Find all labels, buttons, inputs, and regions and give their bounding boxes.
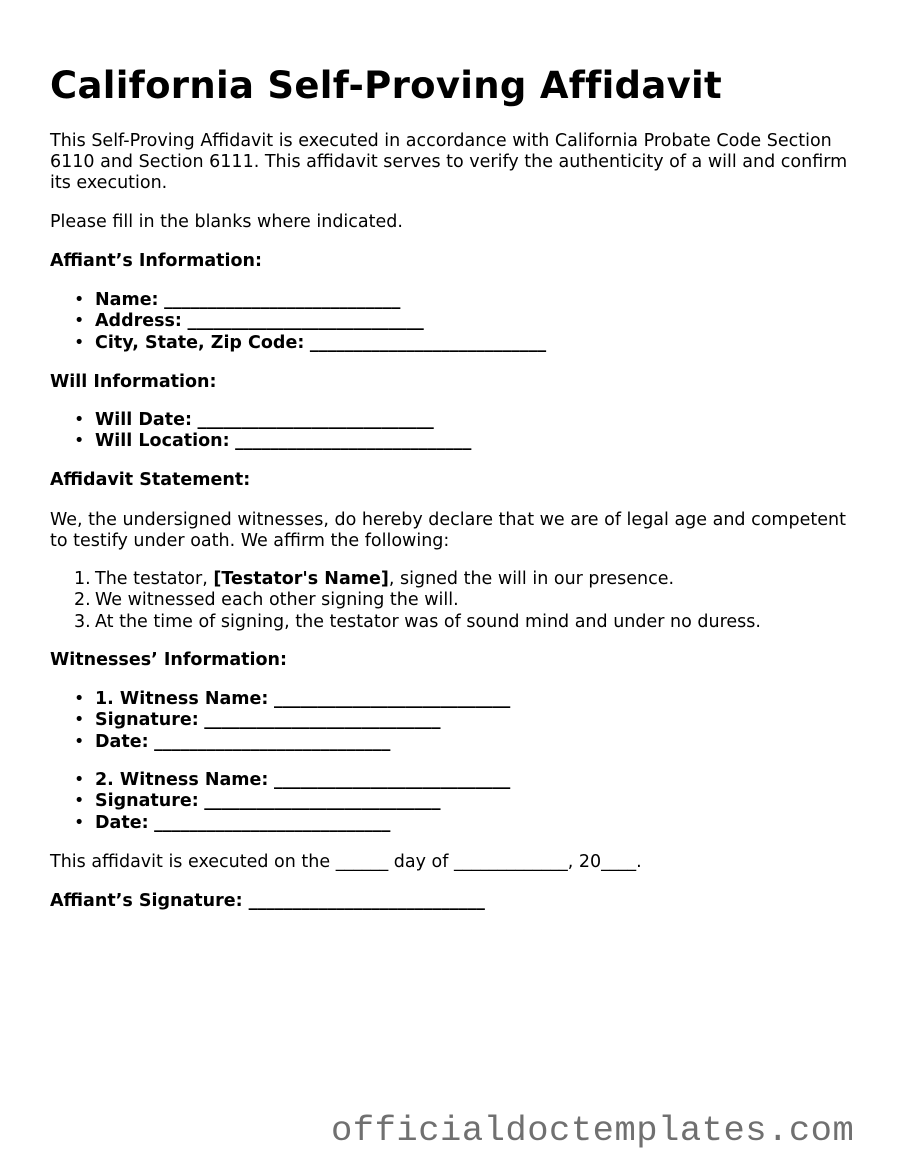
list-item <box>50 290 546 311</box>
affiant-signature-line <box>50 891 485 912</box>
field-label: 1. Witness Name: <box>95 689 269 709</box>
witness-2-signature-blank[interactable]: ___________________________ <box>204 791 441 812</box>
list-item <box>50 612 761 633</box>
execution-text: This affidavit is executed on the <box>50 852 336 872</box>
will-date-blank[interactable]: ___________________________ <box>197 410 434 430</box>
list-item <box>50 710 510 731</box>
list-item <box>50 813 510 834</box>
affiant-info-heading: Affiant’s Information: <box>50 251 262 271</box>
watermark: officialdoctemplates.com <box>331 1110 855 1151</box>
list-item <box>50 791 510 812</box>
document-title: California Self-Proving Affidavit <box>50 64 722 107</box>
name-blank[interactable]: ___________________________ <box>164 290 401 310</box>
year-blank[interactable]: ____ <box>601 852 637 872</box>
witness-2-date-blank[interactable]: ___________________________ <box>154 812 391 833</box>
witness-1-signature-blank[interactable]: ___________________________ <box>204 710 441 731</box>
witness-2-list <box>50 770 510 834</box>
execution-line <box>50 852 642 873</box>
affiant-signature-label: Affiant’s Signature: <box>50 891 243 911</box>
field-label: Signature: <box>95 791 199 812</box>
witnesses-heading: Witnesses’ Information: <box>50 650 287 670</box>
field-label: Address: <box>95 311 182 332</box>
will-location-blank[interactable]: ___________________________ <box>235 431 472 452</box>
field-label: City, State, Zip Code: <box>95 332 305 353</box>
execution-text: , 20 <box>567 852 602 872</box>
field-label: Will Date: <box>95 410 192 430</box>
field-label: Date: <box>95 812 149 833</box>
address-blank[interactable]: ___________________________ <box>187 311 424 332</box>
will-info-list <box>50 410 471 453</box>
day-blank[interactable]: ______ <box>335 852 389 872</box>
city-state-zip-blank[interactable]: ___________________________ <box>309 332 547 353</box>
affiant-info-list <box>50 290 546 354</box>
witness-1-date-blank[interactable]: ___________________________ <box>154 731 391 752</box>
witness-1-list <box>50 689 510 753</box>
execution-text: . <box>636 852 642 872</box>
testator-name-placeholder: [Testator's Name] <box>213 569 389 589</box>
list-item <box>50 311 546 332</box>
item-number: 2. <box>74 590 91 611</box>
item-number: 1. <box>74 569 91 589</box>
affiant-signature-blank[interactable]: ___________________________ <box>248 891 485 911</box>
item-text: We witnessed each other signing the will. <box>95 590 459 611</box>
list-item <box>50 689 510 710</box>
list-item <box>50 431 471 452</box>
list-item <box>50 770 510 791</box>
intro-paragraph: This Self-Proving Affidavit is executed in accordance with California Probate Code Section 6110 and Section 6111. This affidavit serves to verify the authenticity of a will and confirm its execution. <box>50 131 848 193</box>
field-label: Date: <box>95 731 149 752</box>
list-item <box>50 569 761 590</box>
item-number: 3. <box>74 611 91 632</box>
item-text: , signed the will in our presence. <box>388 569 675 589</box>
item-text: At the time of signing, the testator was of sound mind and under no duress. <box>95 611 761 632</box>
statement-text: We, the undersigned witnesses, do hereby declare that we are of legal age and competent to testify under oath. We affirm the following: <box>50 510 846 551</box>
witness-1-name-blank[interactable]: ___________________________ <box>273 689 511 709</box>
witness-2-name-blank[interactable]: ___________________________ <box>273 770 511 790</box>
field-label: 2. Witness Name: <box>95 770 269 790</box>
month-blank[interactable]: _____________ <box>453 852 568 872</box>
instruction-text: Please fill in the blanks where indicated. <box>50 212 403 232</box>
list-item <box>50 410 471 431</box>
list-item <box>50 590 761 611</box>
will-info-heading: Will Information: <box>50 372 217 392</box>
list-item <box>50 333 546 354</box>
field-label: Signature: <box>95 710 199 731</box>
statement-heading: Affidavit Statement: <box>50 470 251 490</box>
statement-list <box>50 569 761 633</box>
item-text: The testator, <box>95 569 214 589</box>
field-label: Name: <box>95 290 159 310</box>
execution-text: day of <box>388 852 454 872</box>
field-label: Will Location: <box>95 431 230 452</box>
list-item <box>50 732 510 753</box>
